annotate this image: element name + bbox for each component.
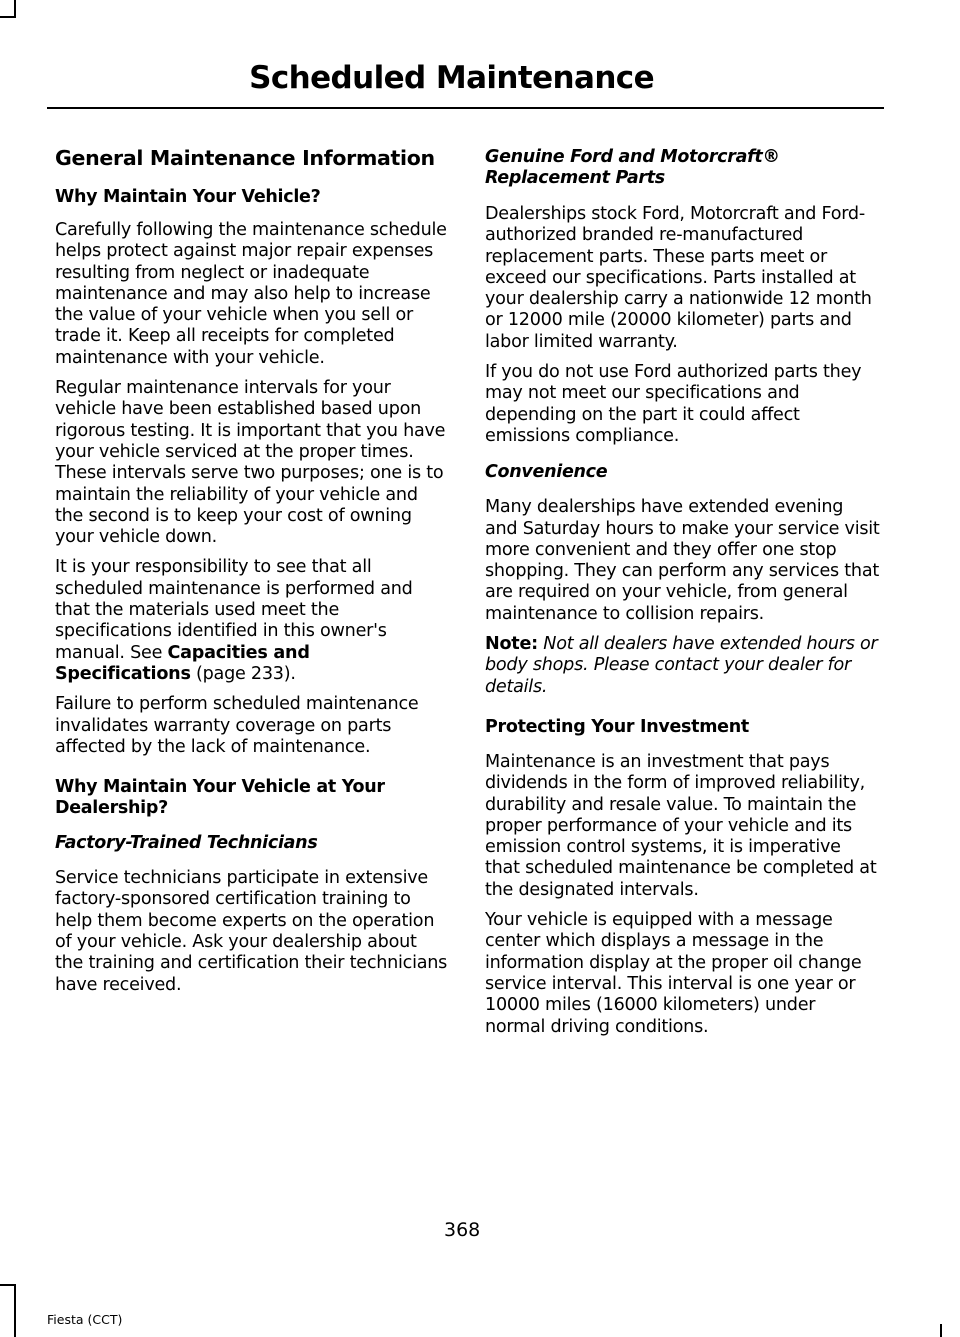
page-number: 368	[444, 1219, 481, 1241]
paragraph: Service technicians participate in extensive factory-sponsored certification training to help them become experts on the operation of your vehicle. Ask your dealership about the training and certification their technicians have received.	[55, 868, 448, 995]
heading-factory-trained: Factory-Trained Technicians	[55, 833, 318, 854]
section-title: General Maintenance Information	[55, 146, 435, 170]
note	[485, 634, 880, 698]
left-column	[55, 143, 450, 1005]
heading-dealership: Why Maintain Your Vehicle at Your Dealership?	[55, 777, 385, 819]
paragraph: Failure to perform scheduled maintenance invalidates warranty coverage on parts affected by the lack of maintenance.	[55, 694, 419, 757]
paragraph: Many dealerships have extended evening and Saturday hours to make your service visit more convenient and they offer one stop shopping. They can perform any services that are required on your vehicle, from general maintenance to collision repairs.	[485, 497, 880, 624]
paragraph: Regular maintenance intervals for your vehicle have been established based upon rigorous testing. It is important that you have your vehicle serviced at the proper times. These intervals serve two purposes; one is to maintain the reliability of your vehicle and the second is to keep your cost of owning your vehicle down.	[55, 378, 446, 548]
paragraph: If you do not use Ford authorized parts they may not meet our specifications and depending on the part it could affect emissions compliance.	[485, 362, 862, 446]
paragraph: Maintenance is an investment that pays dividends in the form of improved reliability, durability and resale value. To maintain the proper performance of your vehicle and its emission control systems, it is imperative that scheduled maintenance be completed at the designated intervals.	[485, 751, 877, 900]
heading-genuine-parts: Genuine Ford and Motorcraft® Replacement Parts	[485, 147, 780, 188]
paragraph: Carefully following the maintenance schedule helps protect against major repair expenses resulting from neglect or inadequate maintenance and may also help to increase the value of your vehicle when you sell or trade it. Keep all receipts for completed maintenance with your vehicle.	[55, 220, 447, 368]
crop-mark-bottom-left-v	[14, 1284, 16, 1337]
header-rule	[47, 107, 884, 109]
note-text: Not all dealers have extended hours or body shops. Please contact your dealer for details.	[485, 634, 878, 697]
page-reference: (page 233).	[190, 663, 296, 684]
heading-protecting: Protecting Your Investment	[485, 716, 749, 737]
right-column	[485, 143, 880, 1047]
crop-mark-bottom-right-v	[940, 1324, 942, 1337]
heading-convenience: Convenience	[485, 462, 608, 483]
note-label: Note:	[485, 634, 538, 655]
paragraph: Dealerships stock Ford, Motorcraft and Ford-authorized branded re-manufactured replacement parts. These parts meet or exceed our specifications. Parts installed at your dealership carry a nationwide 12 month or 12000 mile (20000 kilometer) parts and labor limited warranty.	[485, 204, 872, 352]
paragraph-text: It is your responsibility to see that all scheduled maintenance is performed and that the materials used meet the specifications identified in this owner's manual. See	[55, 557, 413, 663]
paragraph: Your vehicle is equipped with a message center which displays a message in the information display at the proper oil change service interval. This interval is one year or 10000 miles (16000 kilometers) under normal driving conditions.	[485, 910, 862, 1037]
page-title: Scheduled Maintenance	[249, 60, 654, 96]
crop-mark-top-left-h	[0, 16, 16, 18]
heading-why-maintain: Why Maintain Your Vehicle?	[55, 187, 321, 207]
footer-model: Fiesta (CCT)	[47, 1312, 123, 1327]
capacities-link[interactable]: Capacities and Specifications	[55, 642, 310, 684]
paragraph-responsibility	[55, 557, 450, 685]
crop-mark-bottom-left-h	[0, 1284, 16, 1286]
